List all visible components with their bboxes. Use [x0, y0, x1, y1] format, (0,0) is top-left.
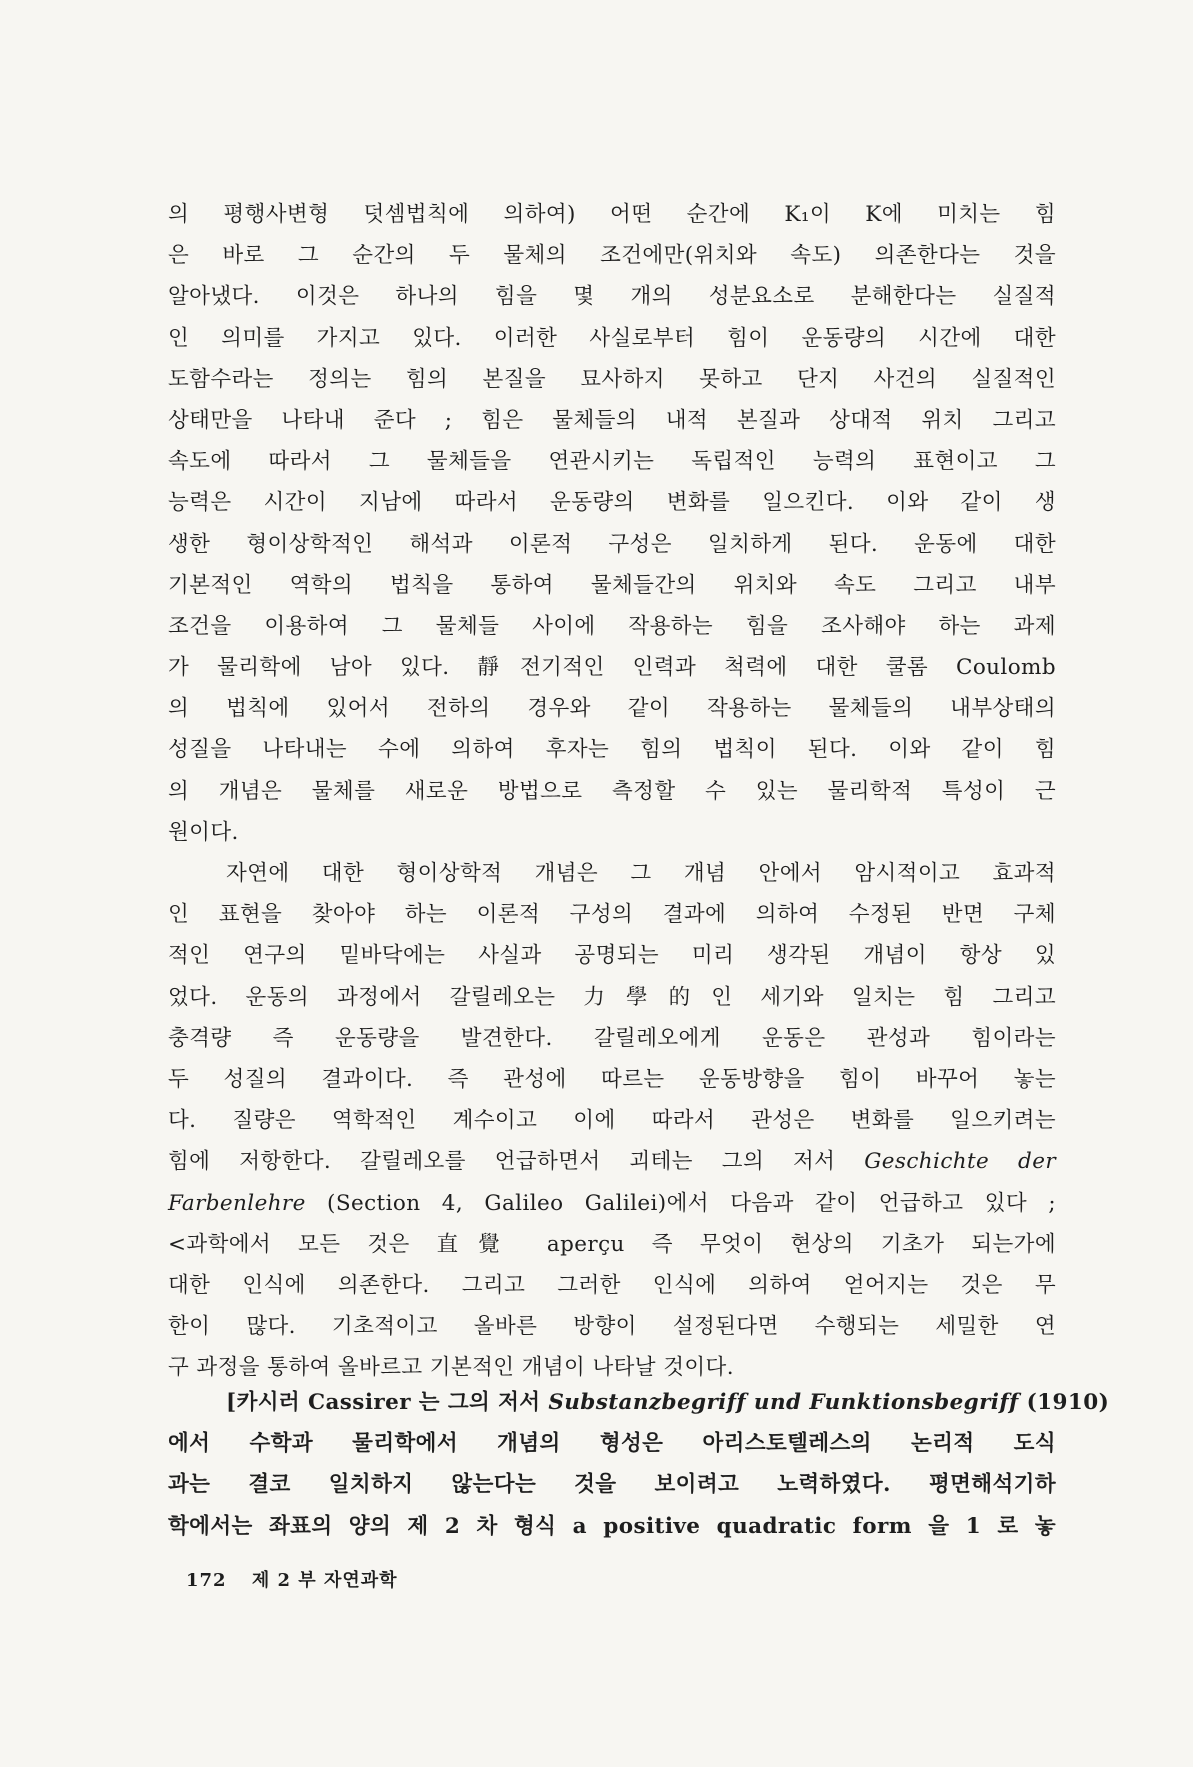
text-line: 원이다.	[168, 819, 239, 845]
text-line: 의 법칙에 있어서 전하의 경우와 같이 작용하는 물체들의 내부상태의	[168, 696, 1056, 722]
bracket-note	[168, 1382, 1110, 1547]
text-line: 의 개념은 물체를 새로운 방법으로 측정할 수 있는 물리학적 특성이 근	[168, 778, 1056, 804]
text-line: 두 성질의 결과이다. 즉 관성에 따르는 운동방향을 힘이 바꾸어 놓는	[168, 1066, 1056, 1092]
text-line	[168, 1141, 1056, 1182]
text-line: 인 표현을 찾아야 하는 이론적 구성의 결과에 의하여 수정된 반면 구체	[168, 902, 1056, 928]
text-line: 자연에 대한 형이상학적 개념은 그 개념 안에서 암시적이고 효과적	[226, 861, 1056, 886]
text-line: 대한 인식에 의존한다. 그리고 그러한 인식에 의하여 얻어지는 것은 무	[168, 1272, 1056, 1298]
page-number: 172	[186, 1570, 227, 1591]
text-run: (1910)	[1018, 1390, 1110, 1415]
text-run: [카시러 Cassirer 는 그의 저서	[226, 1390, 549, 1415]
text-line: <과학에서 모든 것은 直覺 aperçu 즉 무엇이 현상의 기초가 되는가에	[168, 1231, 1056, 1257]
text-line	[168, 1183, 1056, 1224]
text-run: (Section 4, Galileo Galilei)에서 다음과 같이 언급하고 있다 ;	[305, 1190, 1056, 1216]
book-title: Geschichte der	[864, 1149, 1056, 1175]
text-line: 도함수라는 정의는 힘의 본질을 묘사하지 못하고 단지 사건의 실질적인	[168, 366, 1056, 392]
page-footer	[186, 1566, 398, 1592]
text-line: 기본적인 역학의 법칙을 통하여 물체들간의 위치와 속도 그리고 내부	[168, 572, 1056, 598]
text-line: 생한 형이상학적인 해석과 이론적 구성은 일치하게 된다. 운동에 대한	[168, 531, 1056, 557]
section-title: 제 2 부 자연과학	[251, 1570, 398, 1591]
text-line: 충격량 즉 운동량을 발견한다. 갈릴레오에게 운동은 관성과 힘이라는	[168, 1025, 1056, 1051]
text-line: 알아냈다. 이것은 하나의 힘을 몇 개의 성분요소로 분해한다는 실질적	[168, 284, 1056, 310]
text-line: 적인 연구의 밑바닥에는 사실과 공명되는 미리 생각된 개념이 항상 있	[168, 943, 1056, 969]
text-line: 과는 결코 일치하지 않는다는 것을 보이려고 노력하였다. 평면해석기하	[168, 1472, 1056, 1498]
book-title: Substanzbegriff und Funktionsbegriff	[548, 1390, 1019, 1415]
text-line: 능력은 시간이 지남에 따라서 운동량의 변화를 일으킨다. 이와 같이 생	[168, 490, 1056, 516]
text-line: 구 과정을 통하여 올바르고 기본적인 개념이 나타날 것이다.	[168, 1355, 734, 1381]
text-line: 었다. 운동의 과정에서 갈릴레오는 力學的인 세기와 일치는 힘 그리고	[168, 984, 1056, 1010]
body-text	[168, 194, 1056, 1388]
text-line: 성질을 나타내는 수에 의하여 후자는 힘의 법칙이 된다. 이와 같이 힘	[168, 737, 1056, 763]
text-line: 한이 많다. 기초적이고 올바른 방향이 설정된다면 수행되는 세밀한 연	[168, 1314, 1056, 1340]
text-line	[168, 1382, 1110, 1423]
text-line: 다. 질량은 역학적인 계수이고 이에 따라서 관성은 변화를 일으키려는	[168, 1108, 1056, 1134]
text-line: 조건을 이용하여 그 물체들 사이에 작용하는 힘을 조사해야 하는 과제	[168, 613, 1056, 639]
text-line: 가 물리학에 남아 있다. 靜전기적인 인력과 척력에 대한 쿨롬 Coulomb	[168, 655, 1056, 681]
text-line: 의 평행사변형 덧셈법칙에 의하여) 어떤 순간에 K₁이 K에 미치는 힘	[168, 202, 1056, 227]
text-run: 힘에 저항한다. 갈릴레오를 언급하면서 괴테는 그의 저서	[168, 1149, 865, 1175]
book-title: Farbenlehre	[168, 1190, 306, 1216]
text-line: 은 바로 그 순간의 두 물체의 조건에만(위치와 속도) 의존한다는 것을	[168, 243, 1056, 269]
text-line: 인 의미를 가지고 있다. 이러한 사실로부터 힘이 운동량의 시간에 대한	[168, 325, 1056, 351]
text-line: 에서 수학과 물리학에서 개념의 형성은 아리스토텔레스의 논리적 도식	[168, 1431, 1056, 1457]
text-line: 속도에 따라서 그 물체들을 연관시키는 독립적인 능력의 표현이고 그	[168, 449, 1056, 475]
text-line: 상태만을 나타내 준다 ; 힘은 물체들의 내적 본질과 상대적 위치 그리고	[168, 407, 1056, 433]
text-line: 학에서는 좌표의 양의 제 2 차 형식 a positive quadratic form 을 1 로 놓	[168, 1513, 1056, 1539]
